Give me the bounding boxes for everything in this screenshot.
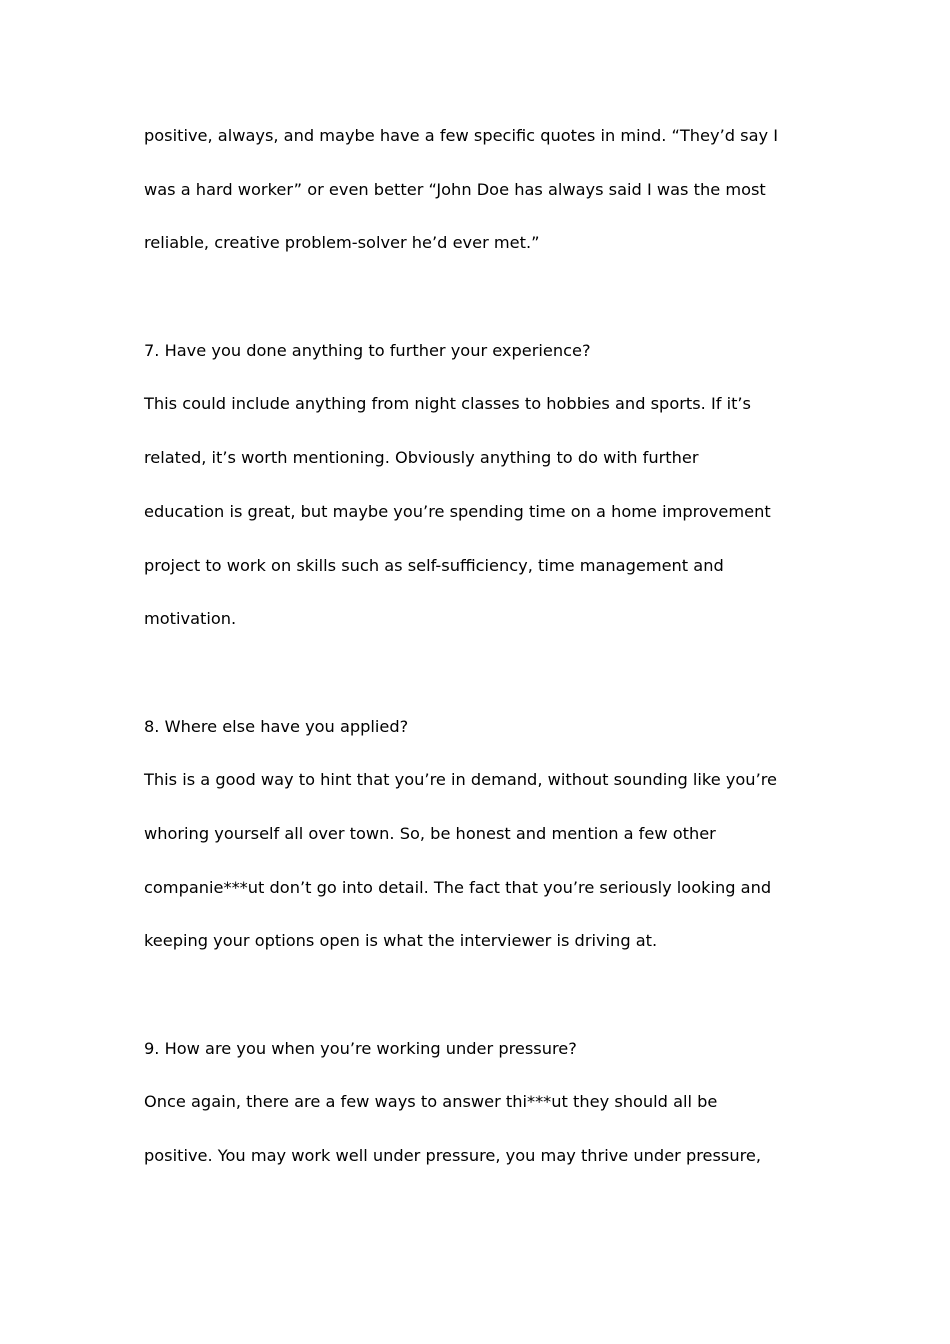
text-line: education is great, but maybe you’re spending time on a home improvement — [144, 501, 771, 521]
paragraph-gap — [144, 646, 844, 700]
text-line: This could include anything from night classes to hobbies and sports. If it’s — [144, 394, 751, 414]
question-8-section — [144, 700, 844, 968]
paragraph-gap — [144, 968, 844, 1022]
question-7-section — [144, 324, 844, 646]
text-line: positive. You may work well under pressure, you may thrive under pressure, — [144, 1146, 762, 1166]
question-heading: 9. How are you when you’re working under pressure? — [144, 1038, 577, 1058]
text-line: This is a good way to hint that you’re in demand, without sounding like you’re — [144, 770, 777, 790]
text-line: reliable, creative problem-solver he’d ever met.” — [144, 233, 540, 253]
text-line: Once again, there are a few ways to answer thi***ut they should all be — [144, 1092, 718, 1112]
text-line: whoring yourself all over town. So, be honest and mention a few other — [144, 823, 716, 843]
text-line: keeping your options open is what the interviewer is driving at. — [144, 931, 658, 951]
question-heading: 8. Where else have you applied? — [144, 716, 409, 736]
question-9-section — [144, 1022, 844, 1183]
paragraph-gap — [144, 270, 844, 324]
document-page — [144, 109, 844, 1183]
text-line: project to work on skills such as self-sufficiency, time management and — [144, 555, 724, 575]
text-line: companie***ut don’t go into detail. The fact that you’re seriously looking and — [144, 877, 772, 897]
question-heading: 7. Have you done anything to further your experience? — [144, 340, 591, 360]
text-line: motivation. — [144, 609, 237, 629]
text-line: positive, always, and maybe have a few specific quotes in mind. “They’d say I — [144, 126, 778, 145]
intro-paragraph — [144, 109, 844, 270]
text-line: was a hard worker” or even better “John Doe has always said I was the most — [144, 179, 766, 199]
text-line: related, it’s worth mentioning. Obviously anything to do with further — [144, 448, 699, 468]
